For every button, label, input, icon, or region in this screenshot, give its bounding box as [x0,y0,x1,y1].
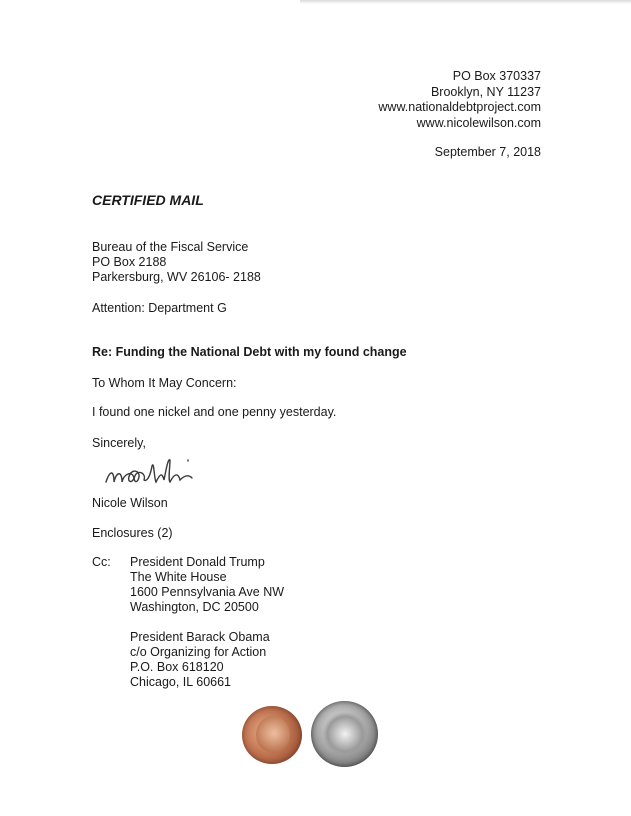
penny-image [242,706,302,764]
enclosures-line: Enclosures (2) [92,526,173,540]
signature [104,452,244,490]
cc-recipient-1-line-3: 1600 Pennsylvania Ave NW [130,585,285,599]
cc-recipient-2-line-1: President Barack Obama [130,630,270,644]
sender-address [378,69,541,131]
recipient-address [92,240,261,285]
cc-recipient [130,630,270,690]
sender-website-2: www.nicolewilson.com [416,115,541,130]
nickel-image [311,701,378,767]
cc-recipient-2-line-2: c/o Organizing for Action [130,645,267,659]
cc-recipient-1-line-4: Washington, DC 20500 [130,600,259,614]
signer-name: Nicole Wilson [92,496,168,510]
sender-po-box: PO Box 370337 [452,69,541,83]
recipient-line-3: Parkersburg, WV 26106- 2188 [92,270,261,284]
nickel-portrait [323,711,367,757]
cc-recipient-2-line-3: P.O. Box 618120 [130,660,224,674]
scan-shadow [300,0,631,4]
letter-date: September 7, 2018 [434,145,541,159]
certified-mail-label: CERTIFIED MAIL [92,192,204,208]
sender-city: Brooklyn, NY 11237 [430,84,541,99]
salutation: To Whom It May Concern: [92,376,237,390]
cc-label: Cc: [92,555,111,569]
recipient-line-1: Bureau of the Fiscal Service [92,240,249,254]
closing: Sincerely, [92,436,146,450]
cc-recipient-2-line-4: Chicago, IL 60661 [130,675,232,689]
penny-portrait [256,716,290,754]
cc-recipient-1-line-1: President Donald Trump [130,555,265,569]
cc-recipient [130,555,284,615]
letter-body: I found one nickel and one penny yesterday. [92,405,337,419]
cc-recipient-1-line-2: The White House [130,570,227,584]
subject-line: Re: Funding the National Debt with my found change [92,345,407,359]
recipient-line-2: PO Box 2188 [92,255,167,269]
sender-website-1: www.nationaldebtproject.com [378,100,541,114]
attention-line: Attention: Department G [92,301,227,315]
